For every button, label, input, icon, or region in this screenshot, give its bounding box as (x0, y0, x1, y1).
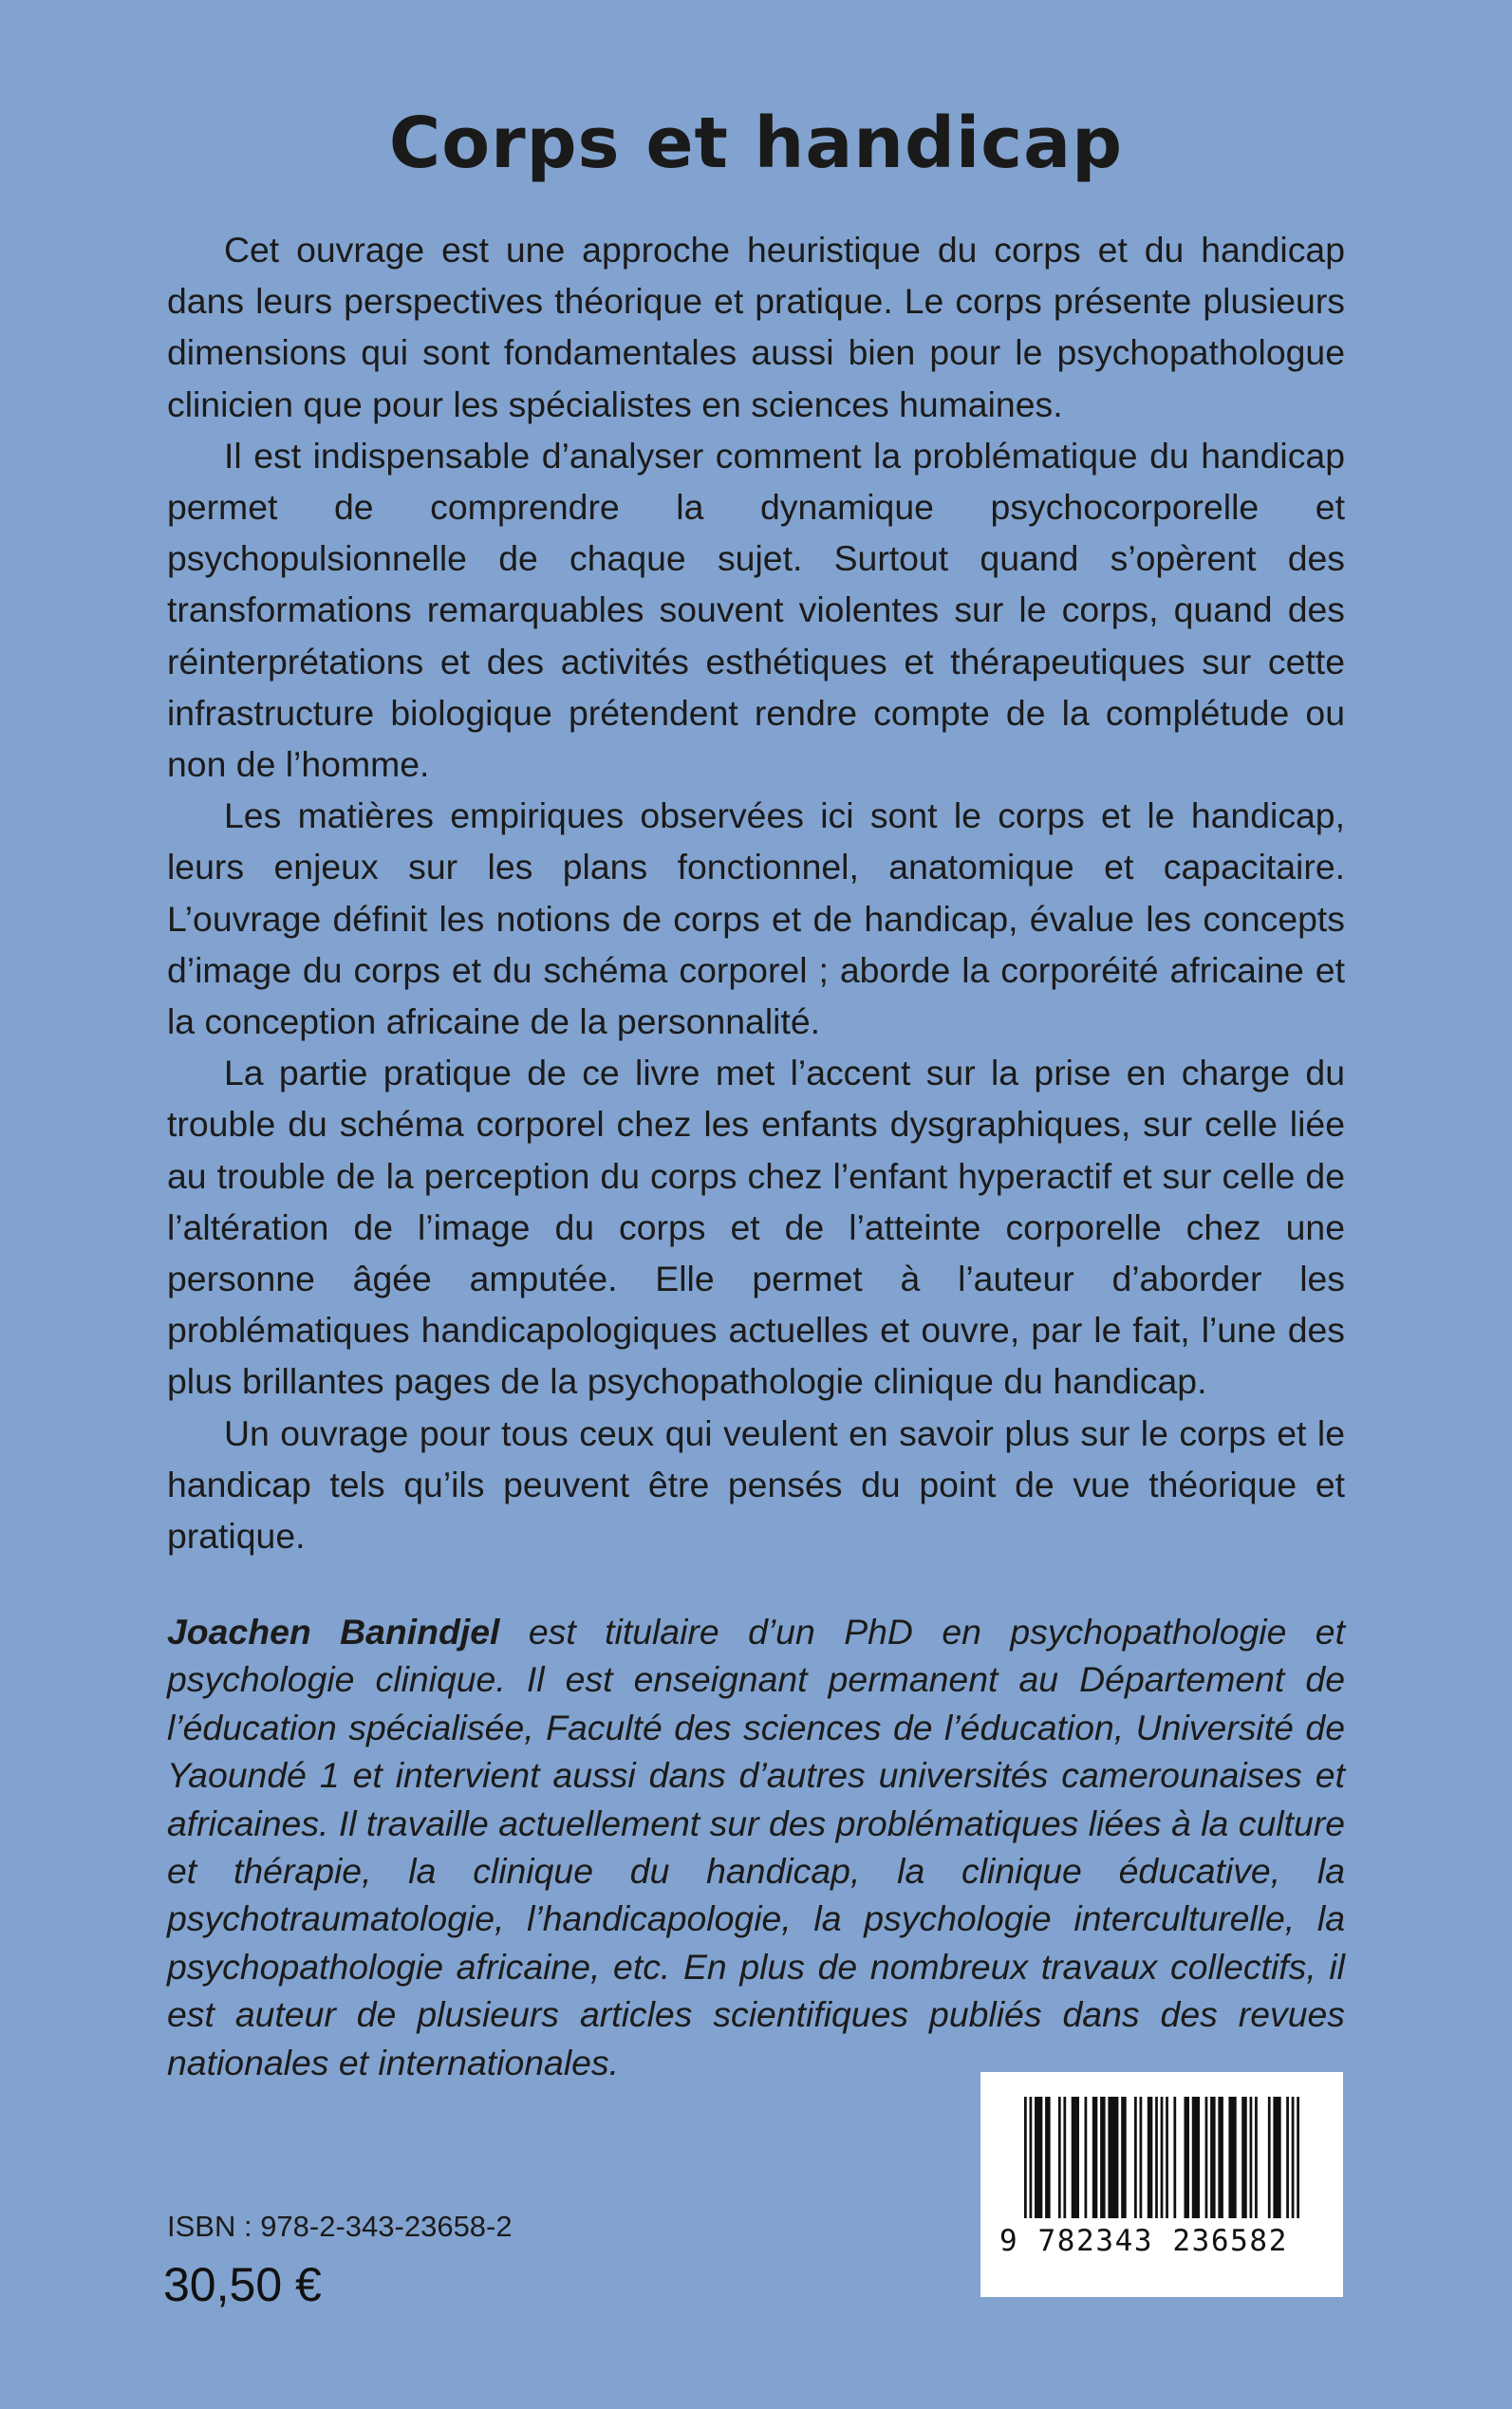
barcode (980, 2072, 1343, 2297)
barcode-bar (1228, 2097, 1236, 2218)
barcode-bar (1148, 2097, 1153, 2218)
barcode-bar (1121, 2097, 1127, 2218)
summary-paragraph: Il est indispensable d’analyser comment la problématique du handicap permet de comprendre la dynamique psychocorporelle et psychopulsionnelle de chaque sujet. Surtout quand s’opèrent des transformations remarquables souvent violentes sur le corps, quand des réinterprétations et des activités esthétiques et thérapeutiques sur cette infrastructure biologique prétendent rendre compte de la complétude ou non de l’homme. (167, 435, 1345, 785)
barcode-bar (1045, 2097, 1051, 2218)
barcode-bar (1241, 2097, 1247, 2218)
barcode-bar (1184, 2097, 1189, 2218)
price: 30,50 € (163, 2258, 322, 2311)
barcode-bar (1072, 2097, 1079, 2218)
author-bio-text: est titulaire d’un PhD en psychopathologie et psychologie clinique. Il est enseignant permanent au Département de l’éducation spécialisée, Faculté des sciences de l’éducation, Université de Yaoundé 1 et intervient aussi dans d’autres universités camerounaises et africaines. Il travaille actuellement sur des problématiques liées à la culture et thérapie, la clinique du handicap, la clinique éducative, la psychotraumatologie, l’handicapologie, la psychologie interculturelle, la psychopathologie africaine, etc. En plus de nombreux travaux collectifs, il est auteur de plusieurs articles scientifiques publiés dans des revues nationales et internationales. (167, 1612, 1345, 2082)
barcode-bar (1297, 2097, 1299, 2218)
barcode-bar (1286, 2097, 1289, 2218)
barcode-bar (1173, 2097, 1176, 2218)
barcode-bar (1166, 2097, 1168, 2218)
barcode-bar (1063, 2097, 1066, 2218)
barcode-bar (1292, 2097, 1295, 2218)
isbn-number: ISBN : 978-2-343-23658-2 (167, 2210, 513, 2243)
author-name: Joachen Banindjel (167, 1612, 500, 1652)
barcode-bar (1218, 2097, 1223, 2218)
barcode-bar (1205, 2097, 1208, 2218)
barcode-bar (1134, 2097, 1137, 2218)
barcode-bar (1108, 2097, 1118, 2218)
barcode-bar (1058, 2097, 1061, 2218)
barcode-bar (1155, 2097, 1158, 2218)
barcode-bar (1085, 2097, 1088, 2218)
barcode-bar (1250, 2097, 1253, 2218)
summary-paragraph: Un ouvrage pour tous ceux qui veulent en savoir plus sur le corps et le handicap tels qu’ils peuvent être pensés du point de vue théorique et pratique. (167, 1412, 1345, 1557)
barcode-bar (1192, 2097, 1200, 2218)
barcode-bar (1100, 2097, 1106, 2218)
barcode-bar (1161, 2097, 1164, 2218)
barcode-bar (1140, 2097, 1143, 2218)
barcode-bars (1024, 2097, 1299, 2218)
barcode-bar (1024, 2097, 1027, 2218)
barcode-bar (1092, 2097, 1098, 2218)
barcode-bar (1035, 2097, 1042, 2218)
barcode-bar (1273, 2097, 1280, 2218)
barcode-bar (1268, 2097, 1271, 2218)
barcode-bar (1030, 2097, 1033, 2218)
summary-paragraph: Cet ouvrage est une approche heuristique du corps et du handicap dans leurs perspectives théorique et pratique. Le corps présente plusieurs dimensions qui sont fondamentales aussi bien pour le psychopathologue clinicien que pour les spécialistes en sciences humaines. (167, 230, 1345, 424)
barcode-bar (1210, 2097, 1216, 2218)
author-bio (167, 1608, 1345, 2086)
barcode-digits: 9 782343 236582 (999, 2224, 1288, 2258)
barcode-bar (1255, 2097, 1258, 2218)
summary-paragraph: Les matières empiriques observées ici sont le corps et le handicap, leurs enjeux sur les plans fonctionnel, anatomique et capacitaire. L’ouvrage définit les notions de corps et de handicap, évalue les concepts d’image du corps et du schéma corporel ; aborde la corporéité africaine et la conception africaine de la personnalité. (167, 795, 1345, 1042)
book-title: Corps et handicap (388, 103, 1124, 184)
summary-paragraph: La partie pratique de ce livre met l’accent sur la prise en charge du trouble du schéma corporel chez les enfants dysgraphiques, sur celle liée au trouble de la perception du corps chez l’enfant hyperactif et sur celle de l’altération de l’image du corps et de l’atteinte corporelle chez une personne âgée amputée. Elle permet à l’auteur d’aborder les problématiques handicapologiques actuelles et ouvre, par le fait, l’une des plus brillantes pages de la psychopathologie clinique du handicap. (167, 1053, 1345, 1402)
summary-text (167, 224, 1345, 1561)
